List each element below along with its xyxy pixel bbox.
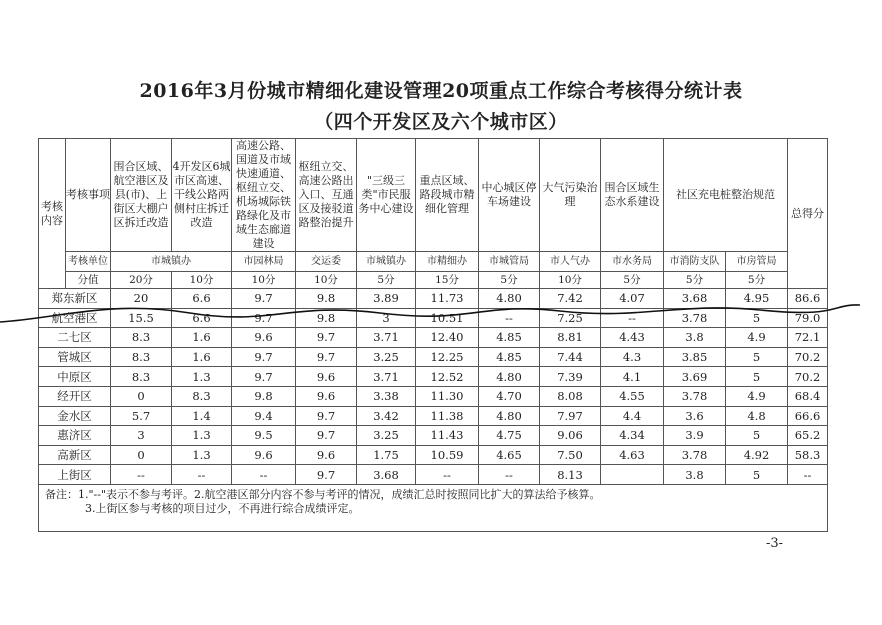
score-cell: 3.89 (357, 289, 416, 309)
notes (39, 484, 828, 531)
score-cell: 9.06 (540, 426, 601, 446)
district-name: 惠济区 (39, 426, 111, 446)
score-cell: 5.7 (111, 406, 172, 426)
score-cell: 4.65 (479, 445, 540, 465)
score-cell: 3.85 (664, 347, 726, 367)
points-1: 20分 (111, 272, 172, 289)
unit-city-town-office: 市城镇办 (111, 252, 232, 272)
score-cell: 9.7 (232, 367, 296, 387)
score-cell: 9.4 (232, 406, 296, 426)
unit-8: 市人气办 (540, 252, 601, 272)
score-cell: 9.7 (232, 289, 296, 309)
score-cell: 15.5 (111, 308, 172, 328)
district-name: 经开区 (39, 386, 111, 406)
unit-4: 交运委 (296, 252, 357, 272)
note-line-1: 备注：1."--"表示不参与考评。2.航空港区部分内容不参与考评的情况，成绩汇总时按照同比扩大的算法给予核算。 (45, 487, 601, 501)
score-cell: 9.8 (296, 308, 357, 328)
score-cell: 12.52 (416, 367, 479, 387)
score-cell: 10.59 (416, 445, 479, 465)
total-score: 86.6 (788, 289, 828, 309)
points-4: 10分 (296, 272, 357, 289)
score-cell: 1.6 (172, 328, 232, 348)
header-units-row (39, 252, 828, 272)
score-cell: 3 (357, 308, 416, 328)
unit-5: 市城镇办 (357, 252, 416, 272)
district-name: 中原区 (39, 367, 111, 387)
score-cell: 7.50 (540, 445, 601, 465)
score-cell: 1.3 (172, 367, 232, 387)
score-cell: 6.6 (172, 308, 232, 328)
score-cell: 5 (726, 347, 788, 367)
score-cell: 9.6 (296, 367, 357, 387)
points-8: 10分 (540, 272, 601, 289)
score-cell: 9.8 (296, 289, 357, 309)
score-cell: 9.7 (296, 328, 357, 348)
score-cell: 9.7 (296, 426, 357, 446)
table-row (39, 367, 828, 387)
header-points-row (39, 272, 828, 289)
score-cell: 7.44 (540, 347, 601, 367)
score-cell: -- (172, 465, 232, 485)
score-table (38, 138, 828, 532)
score-cell: 8.08 (540, 386, 601, 406)
score-cell: 4.75 (479, 426, 540, 446)
total-score: 65.2 (788, 426, 828, 446)
table-row (39, 406, 828, 426)
table-row (39, 426, 828, 446)
score-cell: 3.78 (664, 308, 726, 328)
table-row (39, 289, 828, 309)
score-cell: 9.7 (296, 465, 357, 485)
header-item-label: 考核事项 (66, 139, 111, 252)
score-cell: 3 (111, 426, 172, 446)
page-title: 2016年3月份城市精细化建设管理20项重点工作综合考核得分统计表 (139, 80, 743, 102)
score-cell: 3.78 (664, 445, 726, 465)
score-cell: 0 (111, 445, 172, 465)
header-item-5: "三级三类"市民服务中心建设 (357, 139, 416, 252)
score-cell: 4.8 (726, 406, 788, 426)
table-row (39, 386, 828, 406)
score-cell: 11.73 (416, 289, 479, 309)
header-item-8: 大气污染治理 (540, 139, 601, 252)
score-cell: -- (232, 465, 296, 485)
total-score: 68.4 (788, 386, 828, 406)
score-cell: 5 (726, 367, 788, 387)
score-cell: 8.3 (111, 328, 172, 348)
header-total-label: 总得分 (788, 139, 828, 289)
score-cell: 5 (726, 426, 788, 446)
score-cell: 3.9 (664, 426, 726, 446)
header-item-7: 中心城区停车场建设 (479, 139, 540, 252)
score-cell: 12.40 (416, 328, 479, 348)
score-cell: 1.75 (357, 445, 416, 465)
score-cell: 4.07 (601, 289, 664, 309)
score-cell: 9.6 (296, 445, 357, 465)
score-cell: 4.63 (601, 445, 664, 465)
score-cell: 4.9 (726, 328, 788, 348)
header-item-3: 高速公路、国道及市域快速通道、枢纽立交、机场城际铁路绿化及市域生态廊道建设 (232, 139, 296, 252)
score-cell: -- (479, 465, 540, 485)
score-cell: 9.7 (232, 347, 296, 367)
score-cell: 4.1 (601, 367, 664, 387)
table-row (39, 328, 828, 348)
score-cell: 8.3 (111, 347, 172, 367)
unit-6: 市精细办 (416, 252, 479, 272)
score-cell: 1.6 (172, 347, 232, 367)
score-cell: 6.6 (172, 289, 232, 309)
score-cell: 11.38 (416, 406, 479, 426)
unit-3: 市园林局 (232, 252, 296, 272)
district-name: 郑东新区 (39, 289, 111, 309)
score-cell: 4.80 (479, 367, 540, 387)
score-cell: 7.42 (540, 289, 601, 309)
district-name: 管城区 (39, 347, 111, 367)
score-cell: 4.34 (601, 426, 664, 446)
points-5: 5分 (357, 272, 416, 289)
score-cell: 4.85 (479, 347, 540, 367)
header-side-label: 考核内容 (39, 139, 66, 289)
score-cell: -- (479, 308, 540, 328)
header-unit-label: 考核单位 (66, 252, 111, 272)
points-2: 10分 (172, 272, 232, 289)
score-cell: 3.25 (357, 426, 416, 446)
score-cell: 4.95 (726, 289, 788, 309)
score-cell: 9.6 (296, 386, 357, 406)
total-score: 70.2 (788, 367, 828, 387)
page-subtitle: （四个开发区及六个城市区） (314, 111, 568, 133)
score-rows (39, 289, 828, 485)
district-name: 航空港区 (39, 308, 111, 328)
score-cell: -- (111, 465, 172, 485)
score-cell: 7.39 (540, 367, 601, 387)
score-cell: 3.68 (357, 465, 416, 485)
score-cell: 3.8 (664, 465, 726, 485)
unit-7: 市城管局 (479, 252, 540, 272)
score-cell: 9.8 (232, 386, 296, 406)
header-item-1: 围合区域、航空港区及县(市)、上街区大棚户区拆迁改造 (111, 139, 172, 252)
score-cell: 3.71 (357, 367, 416, 387)
score-cell: 4.4 (601, 406, 664, 426)
score-cell: 11.30 (416, 386, 479, 406)
score-cell: 4.9 (726, 386, 788, 406)
score-cell: 3.42 (357, 406, 416, 426)
header-items-row (39, 139, 828, 252)
score-cell: -- (416, 465, 479, 485)
header-points-label: 分值 (66, 272, 111, 289)
score-cell: 4.85 (479, 328, 540, 348)
notes-row (39, 484, 828, 531)
points-6: 15分 (416, 272, 479, 289)
points-9: 5分 (601, 272, 664, 289)
score-cell: 3.68 (664, 289, 726, 309)
score-cell (601, 465, 664, 485)
score-cell: 1.4 (172, 406, 232, 426)
unit-11: 市房管局 (726, 252, 788, 272)
score-cell: 10.51 (416, 308, 479, 328)
table-row (39, 465, 828, 485)
score-cell: 5 (726, 308, 788, 328)
score-cell: 8.3 (172, 386, 232, 406)
score-cell: 11.43 (416, 426, 479, 446)
points-10: 5分 (664, 272, 726, 289)
total-score: 79.0 (788, 308, 828, 328)
score-cell: 9.6 (232, 328, 296, 348)
total-score: 66.6 (788, 406, 828, 426)
district-name: 二七区 (39, 328, 111, 348)
score-cell: 3.71 (357, 328, 416, 348)
score-cell: 3.8 (664, 328, 726, 348)
score-cell: 12.25 (416, 347, 479, 367)
header-item-6: 重点区域、路段城市精细化管理 (416, 139, 479, 252)
header-item-2: 4开发区6城市区高速、干线公路两侧村庄拆迁改造 (172, 139, 232, 252)
score-cell: 4.43 (601, 328, 664, 348)
score-cell: 1.3 (172, 445, 232, 465)
district-name: 金水区 (39, 406, 111, 426)
score-cell: 8.3 (111, 367, 172, 387)
table-row (39, 445, 828, 465)
score-cell: 4.80 (479, 406, 540, 426)
score-cell: 9.6 (232, 445, 296, 465)
header-item-4: 枢纽立交、高速公路出入口、互通区及接驳道路整治提升 (296, 139, 357, 252)
total-score: 72.1 (788, 328, 828, 348)
score-cell: 3.6 (664, 406, 726, 426)
header-item-9: 围合区域生态水系建设 (601, 139, 664, 252)
score-cell: 7.25 (540, 308, 601, 328)
score-cell: 0 (111, 386, 172, 406)
score-cell: 20 (111, 289, 172, 309)
district-name: 高新区 (39, 445, 111, 465)
score-cell: 4.3 (601, 347, 664, 367)
total-score: 58.3 (788, 445, 828, 465)
total-score: 70.2 (788, 347, 828, 367)
score-cell: 9.7 (296, 347, 357, 367)
page-number: -3- (766, 536, 784, 551)
score-cell: 3.25 (357, 347, 416, 367)
points-11: 5分 (726, 272, 788, 289)
note-line-2: 3.上街区参与考核的项目过少，不再进行综合成绩评定。 (85, 501, 360, 515)
score-cell: 4.80 (479, 289, 540, 309)
score-cell: 1.3 (172, 426, 232, 446)
score-cell: 4.55 (601, 386, 664, 406)
unit-9: 市水务局 (601, 252, 664, 272)
score-cell: 8.81 (540, 328, 601, 348)
score-cell: 9.7 (232, 308, 296, 328)
score-cell: 5 (726, 465, 788, 485)
district-name: 上街区 (39, 465, 111, 485)
score-cell: 3.78 (664, 386, 726, 406)
points-3: 10分 (232, 272, 296, 289)
score-cell: 7.97 (540, 406, 601, 426)
score-cell: 9.5 (232, 426, 296, 446)
score-cell: 3.69 (664, 367, 726, 387)
score-cell: 8.13 (540, 465, 601, 485)
score-cell: 3.38 (357, 386, 416, 406)
header-item-10: 社区充电桩整治规范 (664, 139, 788, 252)
score-cell: 4.70 (479, 386, 540, 406)
table-row (39, 308, 828, 328)
table-row (39, 347, 828, 367)
unit-10: 市消防支队 (664, 252, 726, 272)
score-cell: 4.92 (726, 445, 788, 465)
score-cell: 9.7 (296, 406, 357, 426)
points-7: 5分 (479, 272, 540, 289)
score-cell: -- (601, 308, 664, 328)
total-score: -- (788, 465, 828, 485)
